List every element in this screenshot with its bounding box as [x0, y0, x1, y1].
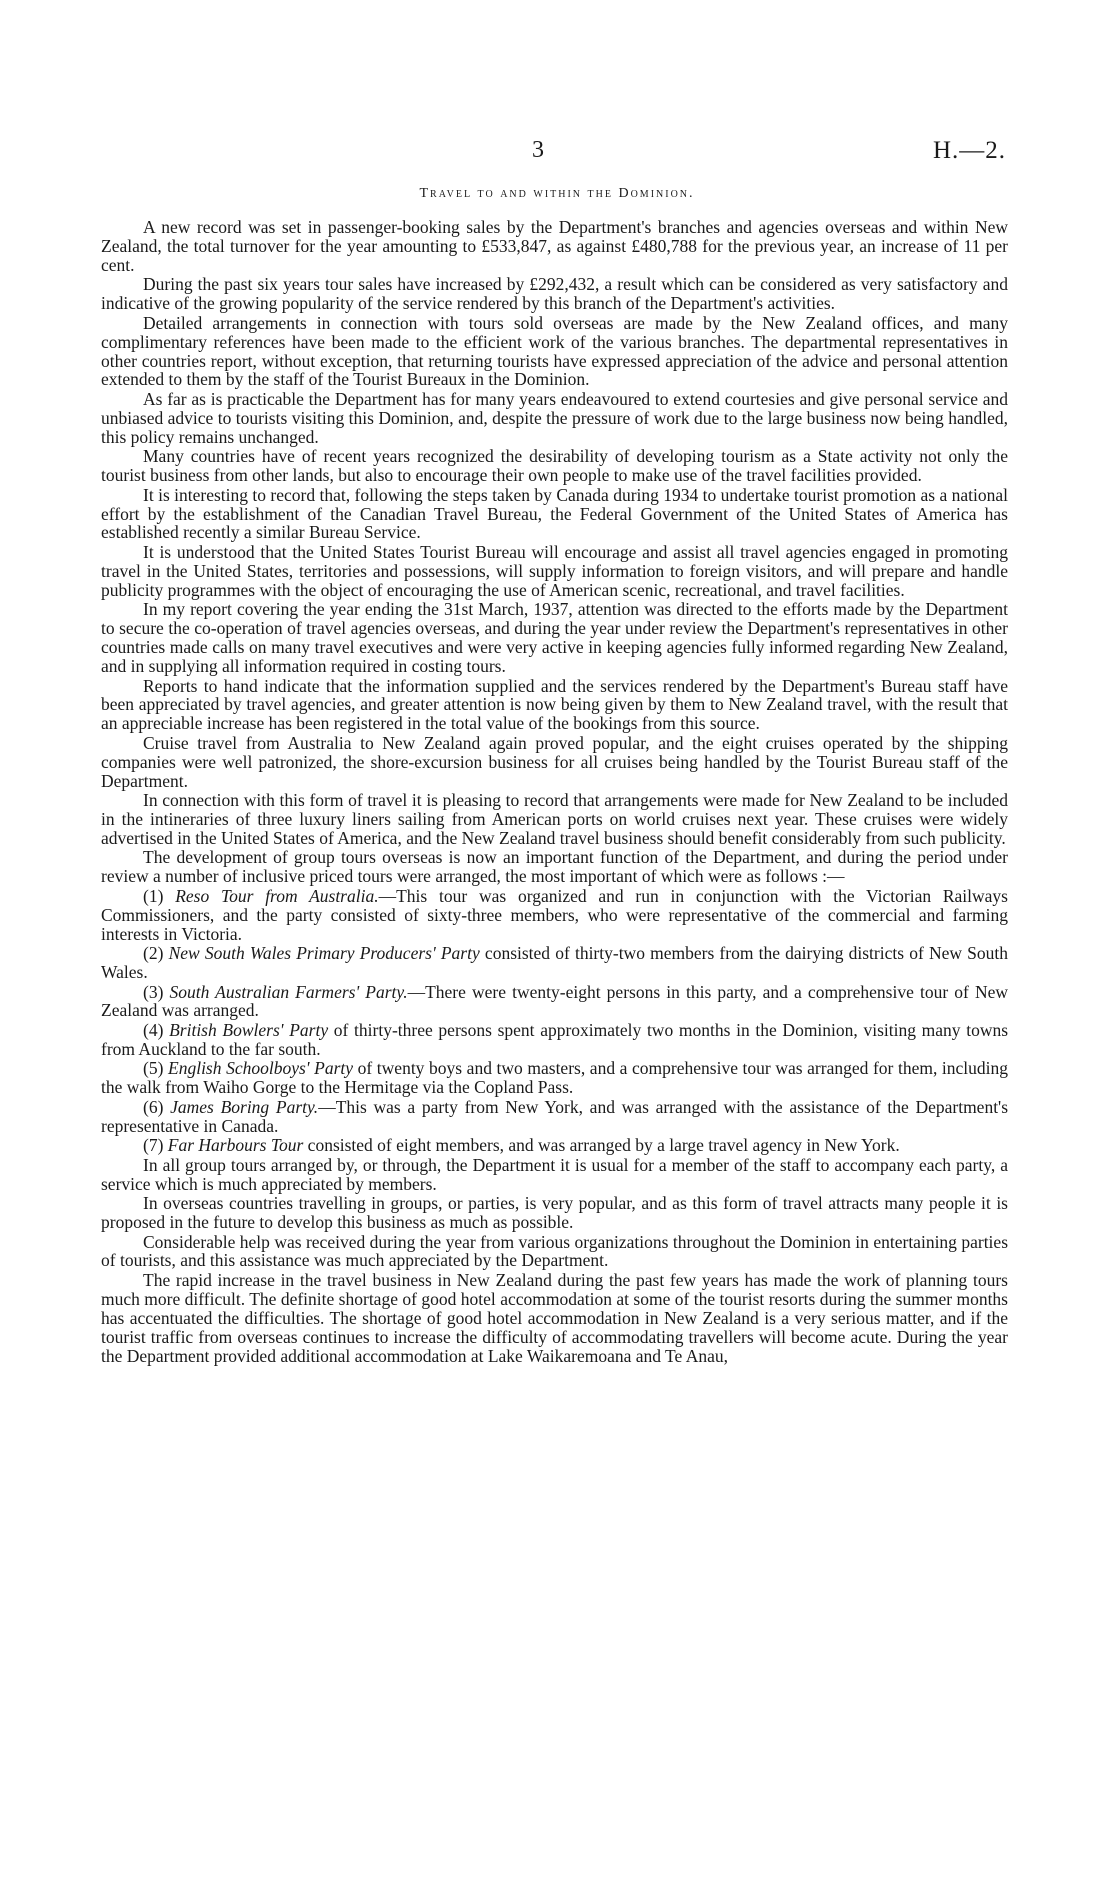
list-item [101, 1059, 1008, 1097]
party-name: South Australian Farmers' Party. [169, 981, 408, 1002]
list-item [101, 1136, 1008, 1155]
paragraph [101, 1194, 1008, 1232]
paragraph [101, 848, 1008, 886]
list-item-number: (6) [143, 1096, 164, 1117]
paragraph [101, 1156, 1008, 1194]
party-name: English Schoolboys' Party [168, 1058, 354, 1079]
paragraph-text: Detailed arrangements in connection with tours sold overseas are made by the New Zealand offices, and many complimentary references have been made to the efficient work of the various branches. The departmental representatives in other countries report, without exception, that returning tourists have expressed appreciation of the advice and personal attention extended to them by the staff of the Tourist Bureaux in the Dominion. [101, 312, 1008, 390]
paragraph-text: —There were twenty-eight persons in this party, and a comprehensive tour of New Zealand was arranged. [101, 981, 1008, 1021]
paragraph-text: Cruise travel from Australia to New Zealand again proved popular, and the eight cruises operated by the shipping companies were well patronized, the shore-excursion business for all cruises being handled by the Tourist Bureau staff of the Department. [101, 732, 1008, 791]
paragraph [101, 390, 1008, 447]
paragraph-text: Reports to hand indicate that the information supplied and the services rendered by the Department's Bureau staff have been appreciated by travel agencies, and greater attention is now being given by them to New Zealand travel, with the result that an appreciable increase has been registered in the total value of the bookings from this source. [101, 675, 1008, 734]
paragraph-text: It is interesting to record that, following the steps taken by Canada during 1934 to undertake tourist promotion as a national effort by the establishment of the Canadian Travel Bureau, the Federal Government of the United States of America has established recently a similar Bureau Service. [101, 484, 1008, 543]
paragraph-text: As far as is practicable the Department has for many years endeavoured to extend courtesies and give personal service and unbiased advice to tourists visiting this Dominion, and, despite the pressure of work due to the large business now being handled, this policy remains unchanged. [101, 388, 1008, 447]
paragraph-text: of twenty boys and two masters, and a comprehensive tour was arranged for them, including the walk from Waiho Gorge to the Hermitage via the Copland Pass. [101, 1058, 1009, 1098]
list-item [101, 887, 1008, 944]
list-item-number: (3) [143, 981, 164, 1002]
list-item-number: (4) [143, 1019, 164, 1040]
party-name: Reso Tour from Australia. [175, 885, 379, 906]
paragraph [101, 543, 1008, 600]
paragraph [101, 218, 1008, 275]
paragraph-text: of thirty-three persons spent approximately two months in the Dominion, visiting many towns from Auckland to the far south. [101, 1019, 1009, 1059]
paragraph-text: In connection with this form of travel it is pleasing to record that arrangements were made for New Zealand to be included in the intineraries of three luxury liners sailing from American ports on world cruises next year. These cruises were widely advertised in the United States of America, and the New Zealand travel business should benefit considerably from such publicity. [101, 790, 1008, 848]
paragraph [101, 314, 1008, 390]
paragraph-text: The rapid increase in the travel business in New Zealand during the past few years has made the work of planning tours much more difficult. The definite shortage of good hotel accommodation at some of the tourist resorts during the summer months has accentuated the difficulties. The shortage of good hotel accommodation in New Zealand is a very serious matter, and if the tourist traffic from overseas continues to increase the difficulty of accommodating travellers will become acute. During the year the Department provided additional accommodation at Lake Waikaremoana and Te Anau, [101, 1269, 1008, 1366]
list-item-number: (7) [143, 1135, 164, 1156]
paragraph-text: In my report covering the year ending the 31st March, 1937, attention was directed to the efforts made by the Department to secure the co-operation of travel agencies overseas, and during the year under review the Department's representatives in other countries made calls on many travel executives and were very active in keeping agencies fully informed regarding New Zealand, and in supplying all information required in costing tours. [101, 599, 1008, 676]
paragraph [101, 1271, 1008, 1366]
paragraph [101, 791, 1008, 848]
list-item-number: (5) [143, 1058, 164, 1079]
paragraph-text: —This was a party from New York, and was arranged with the assistance of the Department's representative in Canada. [101, 1096, 1009, 1136]
paragraph [101, 600, 1008, 676]
list-item [101, 1021, 1008, 1059]
list-item [101, 944, 1008, 982]
paragraph-text: In all group tours arranged by, or through, the Department it is usual for a member of the staff to accompany each party, a service which is much appreciated by members. [101, 1154, 1008, 1194]
paragraph-text: It is understood that the United States Tourist Bureau will encourage and assist all travel agencies engaged in promoting travel in the United States, territories and possessions, will supply information to foreign visitors, and will prepare and handle publicity programmes with the object of encouraging the use of American scenic, recreational, and travel facilities. [101, 541, 1008, 600]
party-name: British Bowlers' Party [169, 1019, 329, 1040]
paragraph-text: Many countries have of recent years recognized the desirability of developing tourism as a State activity not only the tourist business from other lands, but also to encourage their own people to make use of the travel facilities provided. [101, 446, 1008, 486]
paragraph-text: consisted of thirty-two members from the dairying districts of New South Wales. [101, 943, 1009, 983]
paragraph-text: —This tour was organized and run in conjunction with the Victorian Railways Commissioners, and the party consisted of sixty-three members, who were representative of the commercial and farming interests in Victoria. [101, 885, 1008, 944]
paragraph [101, 677, 1008, 734]
paragraph [101, 734, 1008, 791]
party-name: New South Wales Primary Producers' Party [168, 943, 480, 964]
list-item [101, 1098, 1008, 1136]
party-name: Far Harbours Tour [167, 1135, 304, 1156]
list-item [101, 983, 1008, 1021]
paragraph-text: consisted of eight members, and was arranged by a large travel agency in New York. [307, 1135, 900, 1156]
party-name: James Boring Party. [170, 1096, 319, 1117]
paragraph-text: A new record was set in passenger-booking sales by the Department's branches and agencies overseas and within New Zealand, the total turnover for the year amounting to £533,847, as against £480,788 for the previous year, an increase of 11 per cent. [101, 217, 1008, 275]
paragraph-text: During the past six years tour sales have increased by £292,432, a result which can be considered as very satisfactory and indicative of the growing popularity of the service rendered by this branch of the Department's activities. [101, 274, 1008, 314]
page-header [0, 137, 1114, 173]
paragraph [101, 1233, 1008, 1271]
paragraph [101, 486, 1008, 543]
document-body [101, 218, 1008, 1366]
page-number: 3 [532, 137, 544, 163]
list-item-number: (1) [143, 885, 164, 906]
paragraph-text: Considerable help was received during the year from various organizations throughout the Dominion in entertaining parties of tourists, and this assistance was much appreciated by the Department. [101, 1231, 1008, 1271]
paragraph [101, 275, 1008, 313]
paragraph-text: In overseas countries travelling in groups, or parties, is very popular, and as this form of travel attracts many people it is proposed in the future to develop this business as much as possible. [101, 1193, 1008, 1232]
list-item-number: (2) [143, 943, 164, 964]
document-reference: H.—2. [932, 137, 1006, 164]
paragraph [101, 447, 1008, 485]
section-title: Travel to and within the Dominion. [419, 186, 695, 201]
paragraph-text: The development of group tours overseas is now an important function of the Department, and during the period under review a number of inclusive priced tours were arranged, the most important of which were as follows :— [101, 847, 1008, 887]
